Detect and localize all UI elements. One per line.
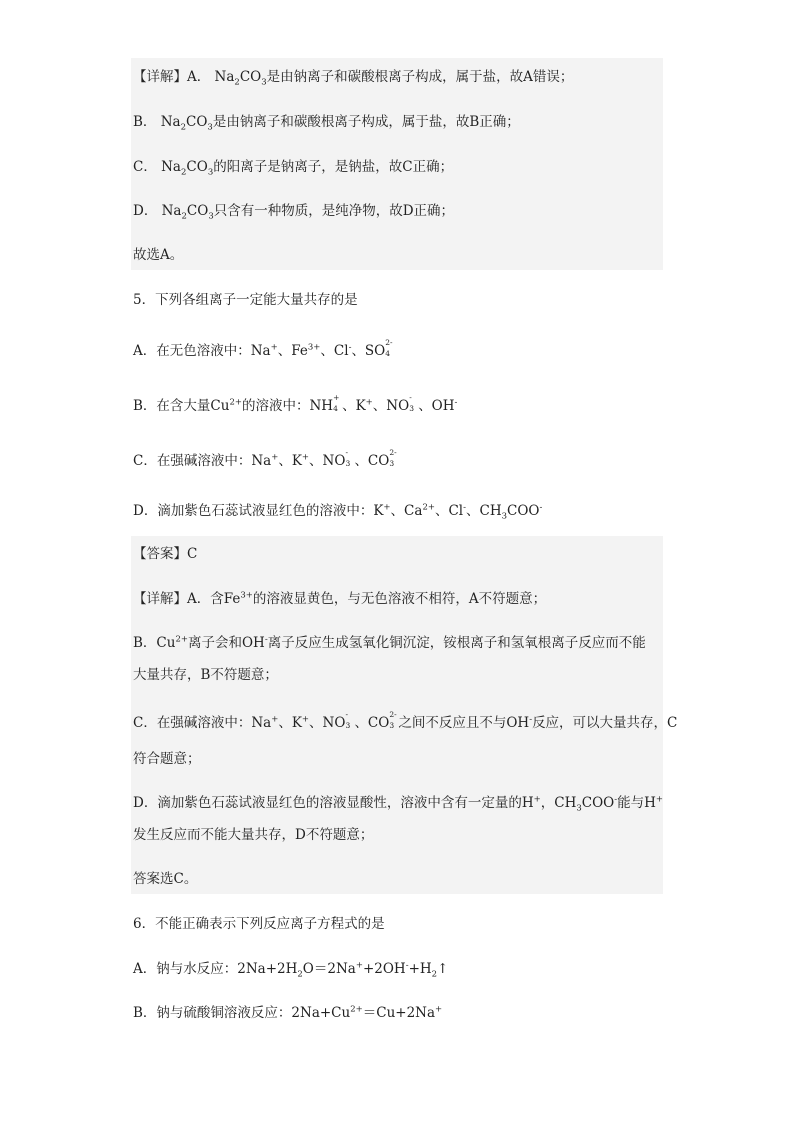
explain5-line-b2: 大量共存，B不符题意； bbox=[133, 667, 278, 683]
answer-label: 【答案】C bbox=[133, 546, 198, 562]
explain5-line-d1: D．滴加紫色石蕊试液显红色的溶液显酸性，溶液中含有一定量的H+，$CH_3COO^-$能与H+ bbox=[133, 794, 664, 814]
explain-line-d: D． $Na_2CO_3$只含有一种物质，是纯净物，故D正确； bbox=[133, 203, 455, 222]
q5-option-d: D．滴加紫色石蕊试液显红色的溶液中：K+、$Ca^{2+}$、Cl-、$CH_3COO^-$ bbox=[133, 502, 543, 522]
conclusion-line: 故选A。 bbox=[133, 247, 184, 263]
explain5-line-b1: B．$Cu^{2+}$离子会和OH-离子反应生成氢氧化铜沉淀，铵根离子和氢氧根离子反应而不能 bbox=[133, 634, 646, 651]
explain5-line-a: 【详解】A．含$Fe^{3+}$的溶液显黄色，与无色溶液不相符，A不符题意； bbox=[133, 590, 547, 607]
q6-option-a: A．钠与水反应：$2Na+2H_2O=2Na^++2OH^-+H_2↑$ bbox=[133, 960, 449, 980]
question-6-stem: 6．不能正确表示下列反应离子方程式的是 bbox=[133, 916, 385, 932]
explain-line-c: C． $Na_2CO_3$的阳离子是钠离子，是钠盐，故C正确； bbox=[133, 159, 454, 178]
explain-line-b: B． $Na_2CO_3$是由钠离子和碳酸根离子构成，属于盐，故B正确； bbox=[133, 114, 520, 133]
q5-option-b: B．在含大量$Cu^{2+}$的溶液中：NH + 4 、K+、NO - 3 、OH- bbox=[133, 393, 458, 414]
question-5-stem: 5．下列各组离子一定能大量共存的是 bbox=[133, 292, 358, 308]
q6-option-b: B．钠与硫酸铜溶液反应：$2Na+Cu^{2+}=Cu+2Na^+$ bbox=[133, 1004, 443, 1021]
explain5-line-c1: C．在强碱溶液中：Na+、K+、NO - 3 、CO 2- 3 之间不反应且不与OH-反应，可以大量共存，C bbox=[133, 710, 678, 731]
explain5-line-d2: 发生反应而不能大量共存，D不符题意； bbox=[133, 827, 374, 843]
explain5-line-c2: 符合题意； bbox=[133, 751, 201, 767]
q5-option-a: A．在无色溶液中：Na+、$Fe^{3+}$、Cl-、SO 2- 4 bbox=[133, 338, 393, 359]
explain5-conclusion: 答案选C。 bbox=[133, 871, 198, 887]
explain-line-a: 【详解】A． $Na_2CO_3$是由钠离子和碳酸根离子构成，属于盐，故A错误； bbox=[133, 69, 574, 88]
q5-option-c: C．在强碱溶液中：Na+、K+、NO - 3 、CO 2- 3 bbox=[133, 448, 397, 469]
